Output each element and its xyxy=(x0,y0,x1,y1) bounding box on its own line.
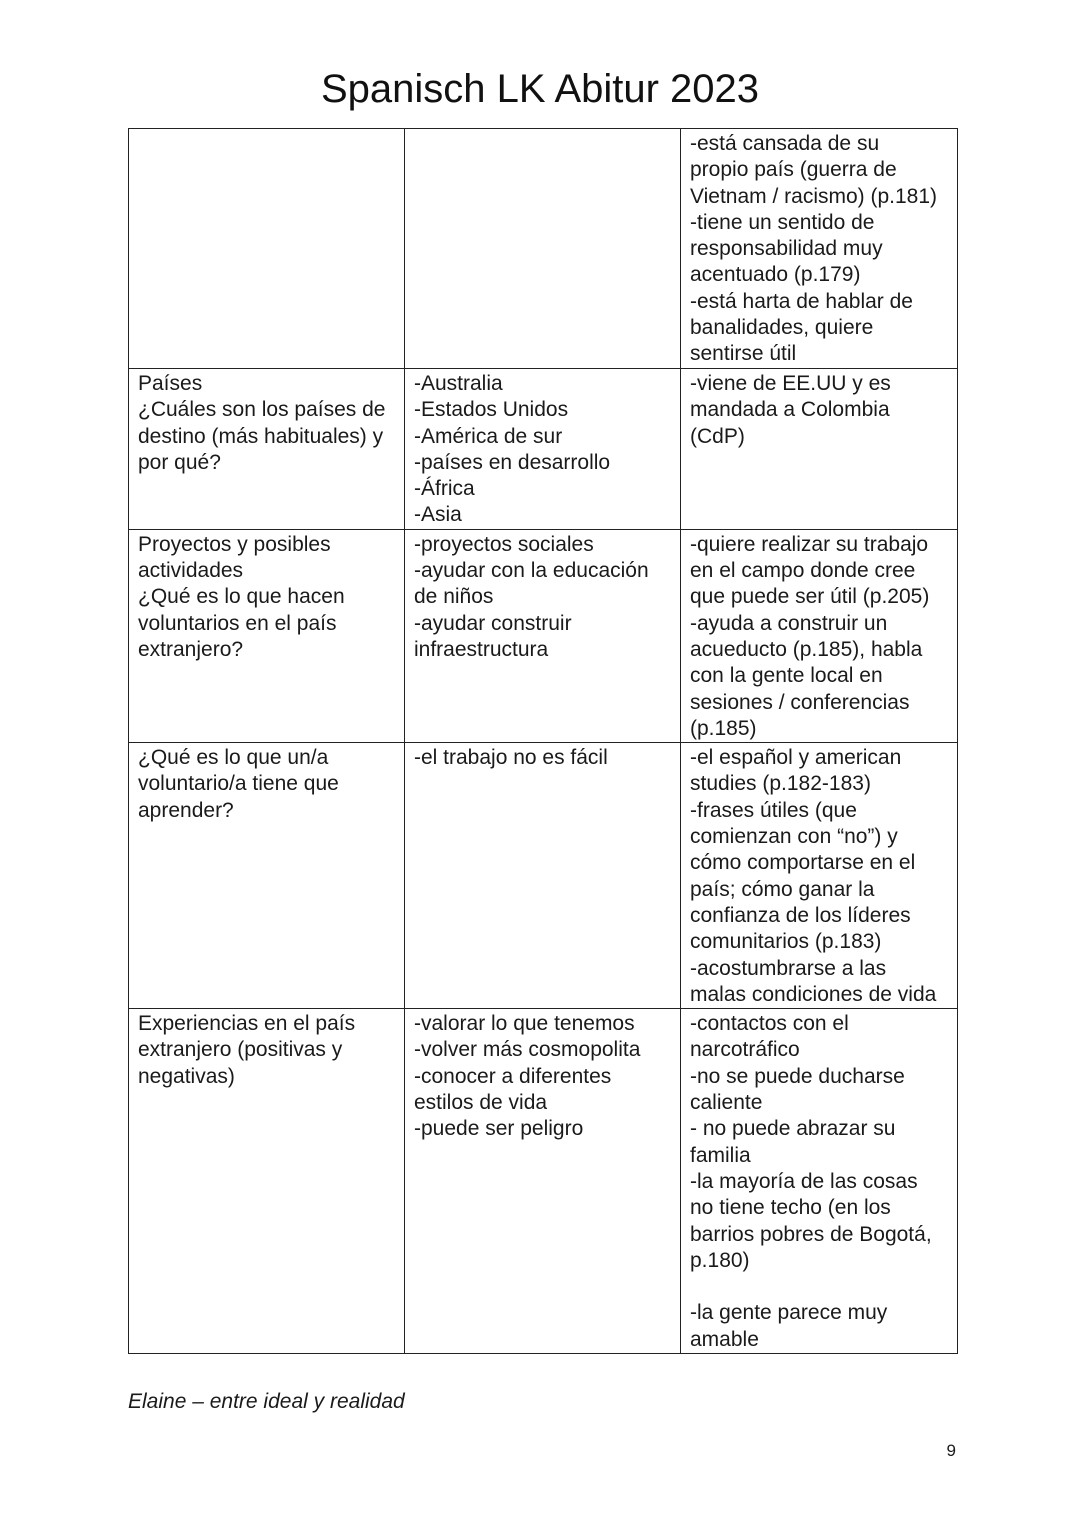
cell-line: -volver más cosmopolita xyxy=(414,1038,641,1062)
section-caption: Elaine – entre ideal y realidad xyxy=(128,1390,405,1413)
cell-line: negativas) xyxy=(138,1064,235,1088)
cell-line: barrios pobres de Bogotá, xyxy=(690,1222,932,1246)
cell-line: -América de sur xyxy=(414,424,563,448)
table-cell-col1 xyxy=(129,129,405,369)
cell-line: -tiene un sentido de xyxy=(690,210,875,234)
cell-line: -países en desarrollo xyxy=(414,450,611,474)
cell-line: ¿Qué es lo que un/a xyxy=(138,746,329,770)
cell-line: - no puede abrazar su xyxy=(690,1117,896,1141)
table-cell-col3 xyxy=(681,369,958,530)
table-row xyxy=(129,1009,958,1354)
cell-line: p.180) xyxy=(690,1248,750,1272)
cell-line: ¿Cuáles son los países de xyxy=(138,398,386,422)
cell-line: actividades xyxy=(138,559,244,583)
cell-line: comunitarios (p.183) xyxy=(690,930,882,954)
cell-line: -conocer a diferentes xyxy=(414,1064,612,1088)
cell-line: -el trabajo no es fácil xyxy=(414,746,608,770)
cell-line: -proyectos sociales xyxy=(414,532,594,556)
cell-line: -no se puede ducharse xyxy=(690,1064,905,1088)
table-cell-col2 xyxy=(405,129,681,369)
page-number: 9 xyxy=(946,1441,956,1460)
cell-line: Vietnam / racismo) (p.181) xyxy=(690,184,938,208)
cell-line: banalidades, quiere xyxy=(690,316,874,340)
cell-line: -África xyxy=(414,477,475,501)
cell-line: -está cansada de su xyxy=(690,132,880,155)
cell-line: -acostumbrarse a las xyxy=(690,956,887,980)
table-row xyxy=(129,743,958,1009)
cell-line: -frases útiles (que xyxy=(690,798,857,822)
table-cell-col2 xyxy=(405,1009,681,1354)
cell-line xyxy=(690,1274,949,1300)
table-row xyxy=(129,529,958,742)
table-cell-col3 xyxy=(681,129,958,369)
table-cell-col3 xyxy=(681,743,958,1009)
cell-line: malas condiciones de vida xyxy=(690,982,937,1006)
cell-line: -viene de EE.UU y es xyxy=(690,372,891,395)
cell-line: -ayuda a construir un xyxy=(690,611,888,635)
cell-line: mandada a Colombia xyxy=(690,398,890,422)
table-cell-col1 xyxy=(129,369,405,530)
cell-line: (CdP) xyxy=(690,424,745,448)
cell-line: extranjero? xyxy=(138,637,244,661)
cell-line: -la mayoría de las cosas xyxy=(690,1169,918,1193)
cell-line: sesiones / conferencias xyxy=(690,690,910,714)
cell-line: aprender? xyxy=(138,798,234,822)
cell-line: narcotráfico xyxy=(690,1038,800,1062)
table-cell-col3 xyxy=(681,1009,958,1354)
cell-line: -quiere realizar su trabajo xyxy=(690,532,929,556)
cell-line: país; cómo ganar la xyxy=(690,877,875,901)
table-cell-col1 xyxy=(129,529,405,742)
cell-line: caliente xyxy=(690,1091,763,1115)
cell-line: confianza de los líderes xyxy=(690,903,911,927)
cell-line: amable xyxy=(690,1327,759,1351)
cell-line: voluntarios en el país xyxy=(138,611,337,635)
cell-line: que puede ser útil (p.205) xyxy=(690,585,930,609)
cell-line: -la gente parece muy xyxy=(690,1301,888,1325)
cell-line: acentuado (p.179) xyxy=(690,263,861,287)
table-row xyxy=(129,369,958,530)
cell-line: -ayudar construir xyxy=(414,611,572,635)
cell-line: propio país (guerra de xyxy=(690,158,897,182)
cell-line: sentirse útil xyxy=(690,342,797,366)
cell-line: -Asia xyxy=(414,503,462,527)
table-cell-col2 xyxy=(405,529,681,742)
cell-line: -contactos con el xyxy=(690,1012,849,1036)
cell-line: por qué? xyxy=(138,450,221,474)
table-row xyxy=(129,129,958,369)
table-cell-col3 xyxy=(681,529,958,742)
cell-line: -Estados Unidos xyxy=(414,398,569,422)
table-cell-col2 xyxy=(405,743,681,1009)
cell-line: -puede ser peligro xyxy=(414,1117,584,1141)
comparison-table xyxy=(128,128,958,1354)
cell-line: estilos de vida xyxy=(414,1091,548,1115)
cell-line: studies (p.182-183) xyxy=(690,772,871,796)
cell-line: Países xyxy=(138,372,203,395)
cell-line: infraestructura xyxy=(414,637,549,661)
cell-line: en el campo donde cree xyxy=(690,559,916,583)
cell-line: -está harta de hablar de xyxy=(690,289,913,313)
cell-line: (p.185) xyxy=(690,716,757,740)
cell-line: -el español y american xyxy=(690,746,902,770)
table-cell-col1 xyxy=(129,1009,405,1354)
cell-line: acueducto (p.185), habla xyxy=(690,637,923,661)
cell-line: -valorar lo que tenemos xyxy=(414,1012,635,1036)
cell-line: -ayudar con la educación xyxy=(414,559,649,583)
cell-line: responsabilidad muy xyxy=(690,237,883,261)
cell-line: no tiene techo (en los xyxy=(690,1196,891,1220)
cell-line: -Australia xyxy=(414,372,503,395)
cell-line: cómo comportarse en el xyxy=(690,851,916,875)
table-cell-col2 xyxy=(405,369,681,530)
cell-line: Proyectos y posibles xyxy=(138,532,331,556)
cell-line: destino (más habituales) y xyxy=(138,424,384,448)
cell-line: familia xyxy=(690,1143,751,1167)
cell-line: comienzan con “no”) y xyxy=(690,825,898,849)
cell-line: Experiencias en el país xyxy=(138,1012,356,1036)
cell-line: extranjero (positivas y xyxy=(138,1038,343,1062)
cell-line: voluntario/a tiene que xyxy=(138,772,339,796)
cell-line: ¿Qué es lo que hacen xyxy=(138,585,345,609)
cell-line: de niños xyxy=(414,585,494,609)
cell-line: con la gente local en xyxy=(690,664,883,688)
page-title: Spanisch LK Abitur 2023 xyxy=(320,67,760,111)
table-cell-col1 xyxy=(129,743,405,1009)
